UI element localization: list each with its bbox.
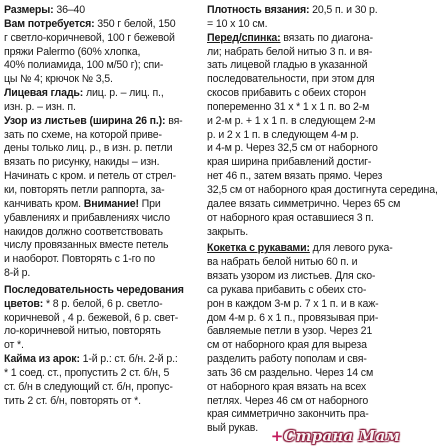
front-back-text-line: нет 46 п., затем вязать прямо. Через bbox=[207, 170, 383, 183]
leaf-pattern-value: вя- bbox=[165, 114, 183, 127]
color-sequence-line bbox=[4, 298, 198, 312]
sizes-label: Размеры: bbox=[4, 4, 54, 16]
yoke-text-line: дом 4-м р. 6 х 1 п., провязывая при- bbox=[207, 311, 379, 324]
materials-label: Вам потребуется: bbox=[4, 17, 95, 30]
stockinette-text-line: изн. р. – изн. п. bbox=[4, 100, 76, 113]
front-back-text-line: попеременно 31 х * 1 х 1 п. во 2-м bbox=[207, 100, 370, 113]
right-column bbox=[207, 4, 438, 436]
leaf-pattern-text-line: убавлениях и прибавлениях число bbox=[4, 211, 170, 224]
leaf-pattern-text-line: накидов должно соответствовать bbox=[4, 225, 163, 238]
color-sequence-label-2: цветов: bbox=[4, 297, 44, 310]
arch-edging-label: Кайма из арок: bbox=[4, 353, 80, 366]
front-back-text-line: р. и 2 х 1 п. в следующем 4-м р. bbox=[207, 128, 359, 141]
leaf-pattern-text-line: вязать по рисунку, накиды – изн. bbox=[4, 156, 160, 169]
materials-text-line: г светло-коричневой, 100 г бежевой bbox=[4, 31, 175, 44]
leaf-pattern-text-line: дены только лиц. р., в изн. р. петли bbox=[4, 142, 173, 155]
arch-edging-value: 1-й р.: ст. б/н. 2-й р.: bbox=[79, 353, 178, 366]
leaf-pattern-text-line: ки, повторять петли раппорта, за- bbox=[4, 183, 165, 196]
front-back-line bbox=[207, 32, 401, 46]
materials-text-line: цы № 4; крючок № 3,5. bbox=[4, 73, 113, 86]
yoke-text-line: от наборного края вязать на всех bbox=[207, 380, 367, 393]
front-back-label: Перед/спинка: bbox=[207, 31, 281, 44]
front-back-text-line: от наборного края оставшиеся 3 п. bbox=[207, 211, 374, 224]
materials-text-line: 40% полиамида, 100 м/50 г); спи- bbox=[4, 59, 164, 72]
leaf-pattern-text-line: Начинать с кром. и петель от стрел- bbox=[4, 170, 176, 183]
leaf-pattern-line bbox=[4, 115, 198, 129]
front-back-text-line: последовательности, при этом для bbox=[207, 73, 375, 86]
arch-edging-text-line: * 1 соед. ст., пропустить 2 ст. б/н, 5 bbox=[4, 366, 170, 379]
leaf-pattern-text-line: и наоборот. Повторять с 1-го по bbox=[4, 253, 156, 266]
yoke-text-line: вязать узором из листьев. Для ско- bbox=[207, 270, 376, 283]
site-watermark bbox=[271, 427, 400, 445]
gauge-line bbox=[207, 4, 401, 18]
front-back-text-line: скосов прибавить с обеих сторон bbox=[207, 87, 366, 100]
watermark-text: Страна Мам bbox=[283, 427, 400, 445]
yoke-text-line: см от наборного края для выреза bbox=[207, 339, 367, 352]
yoke-text-line: петлях. Через 46 см от наборного bbox=[207, 394, 369, 407]
attention-suffix: При bbox=[138, 197, 161, 210]
yoke-label: Кокетка с рукавами: bbox=[207, 242, 310, 255]
yoke-text-line: са рукава прибавить с обеих сто- bbox=[207, 283, 367, 296]
left-column bbox=[4, 4, 198, 408]
yoke-text-line: рон в каждом 3-м р. 7 х 1 п. и в каж- bbox=[207, 297, 379, 310]
front-back-text-line: и 2-м р. + 1 х 1 п. в следующем 2-м bbox=[207, 114, 376, 127]
yoke-text-line: бавляемые петли в узор. Через 21 bbox=[207, 325, 373, 338]
yoke-text-line: разделить работу пополам и свя- bbox=[207, 353, 367, 366]
gauge-text-line: = 10 х 10 см. bbox=[207, 17, 268, 30]
gauge-label: Плотность вязания: bbox=[207, 4, 310, 16]
arch-edging-line bbox=[4, 353, 198, 367]
leaf-pattern-text-line: числу провязанных вместе петель bbox=[4, 239, 169, 252]
arch-edging-text-line: ст. б/н в следующий ст. б/н, пропус- bbox=[4, 380, 173, 393]
front-back-text-line: края ширина прибавлений достиг- bbox=[207, 156, 372, 169]
front-back-text-line: зать лицевой гладью в указанной bbox=[207, 59, 368, 72]
sizes-value: 36–40 bbox=[53, 4, 86, 16]
leaf-pattern-text-line: зать по схеме, на которой приве- bbox=[4, 128, 162, 141]
color-sequence-text-line: ло-коричневой нитью, повторять bbox=[4, 325, 161, 338]
color-sequence-text-line: коричневой , 4 р. бежевой, 6 р. свет- bbox=[4, 311, 179, 324]
leaf-pattern-text-line: 8-й р. bbox=[4, 267, 31, 280]
color-sequence-text-line: от *. bbox=[4, 339, 24, 352]
stockinette-line bbox=[4, 87, 198, 101]
leaf-pattern-label: Узор из листьев (ширина 26 п.): bbox=[4, 114, 166, 127]
yoke-line bbox=[207, 242, 401, 256]
arch-edging-text-line: тить 2 ст. б/н, повторять от *. bbox=[4, 394, 141, 407]
attention-prefix: канчивать кром. bbox=[4, 197, 84, 210]
stockinette-label: Лицевая гладь: bbox=[4, 87, 84, 100]
color-sequence-value: * 8 р. белой, 6 р. светло- bbox=[43, 297, 163, 310]
front-back-text-line: ли; набрать белой нитью 3 п. и вя- bbox=[207, 45, 373, 58]
leaf-pattern-attention-line bbox=[4, 198, 198, 212]
front-back-value: вязать по диагона- bbox=[280, 31, 374, 44]
yoke-text-line: зать 36 см раздельно. Через 14 см bbox=[207, 366, 374, 379]
materials-value: 350 г белой, 150 bbox=[94, 17, 176, 30]
front-back-text-line: 32,5 см от наборного края достигнута середина, bbox=[207, 183, 438, 196]
materials-text-line: пряжи Palermo (60% хлопка, bbox=[4, 45, 141, 58]
sizes-line bbox=[4, 4, 198, 18]
materials-line bbox=[4, 18, 198, 32]
stockinette-value: лиц. р. – лиц. п., bbox=[83, 87, 164, 100]
color-sequence-label: Последовательность чередования bbox=[4, 283, 184, 296]
yoke-text-line: края симметрично закончить пра- bbox=[207, 408, 369, 421]
watermark-plus-icon: + bbox=[270, 427, 284, 445]
yoke-text-line: ва набрать белой нитью 60 п. и bbox=[207, 256, 358, 269]
front-back-text-line: закрыть. bbox=[207, 225, 249, 238]
attention-label: Внимание! bbox=[83, 197, 139, 210]
front-back-text-line: и 4-м р. Через 32,5 см от наборного bbox=[207, 142, 378, 155]
gauge-value: 20,5 п. и 30 р. bbox=[309, 4, 378, 16]
yoke-text-line: вый рукав. bbox=[207, 422, 259, 435]
yoke-value: для левого рука- bbox=[309, 242, 393, 255]
front-back-text-line: далее вязать симметрично. Через 65 см bbox=[207, 197, 401, 210]
